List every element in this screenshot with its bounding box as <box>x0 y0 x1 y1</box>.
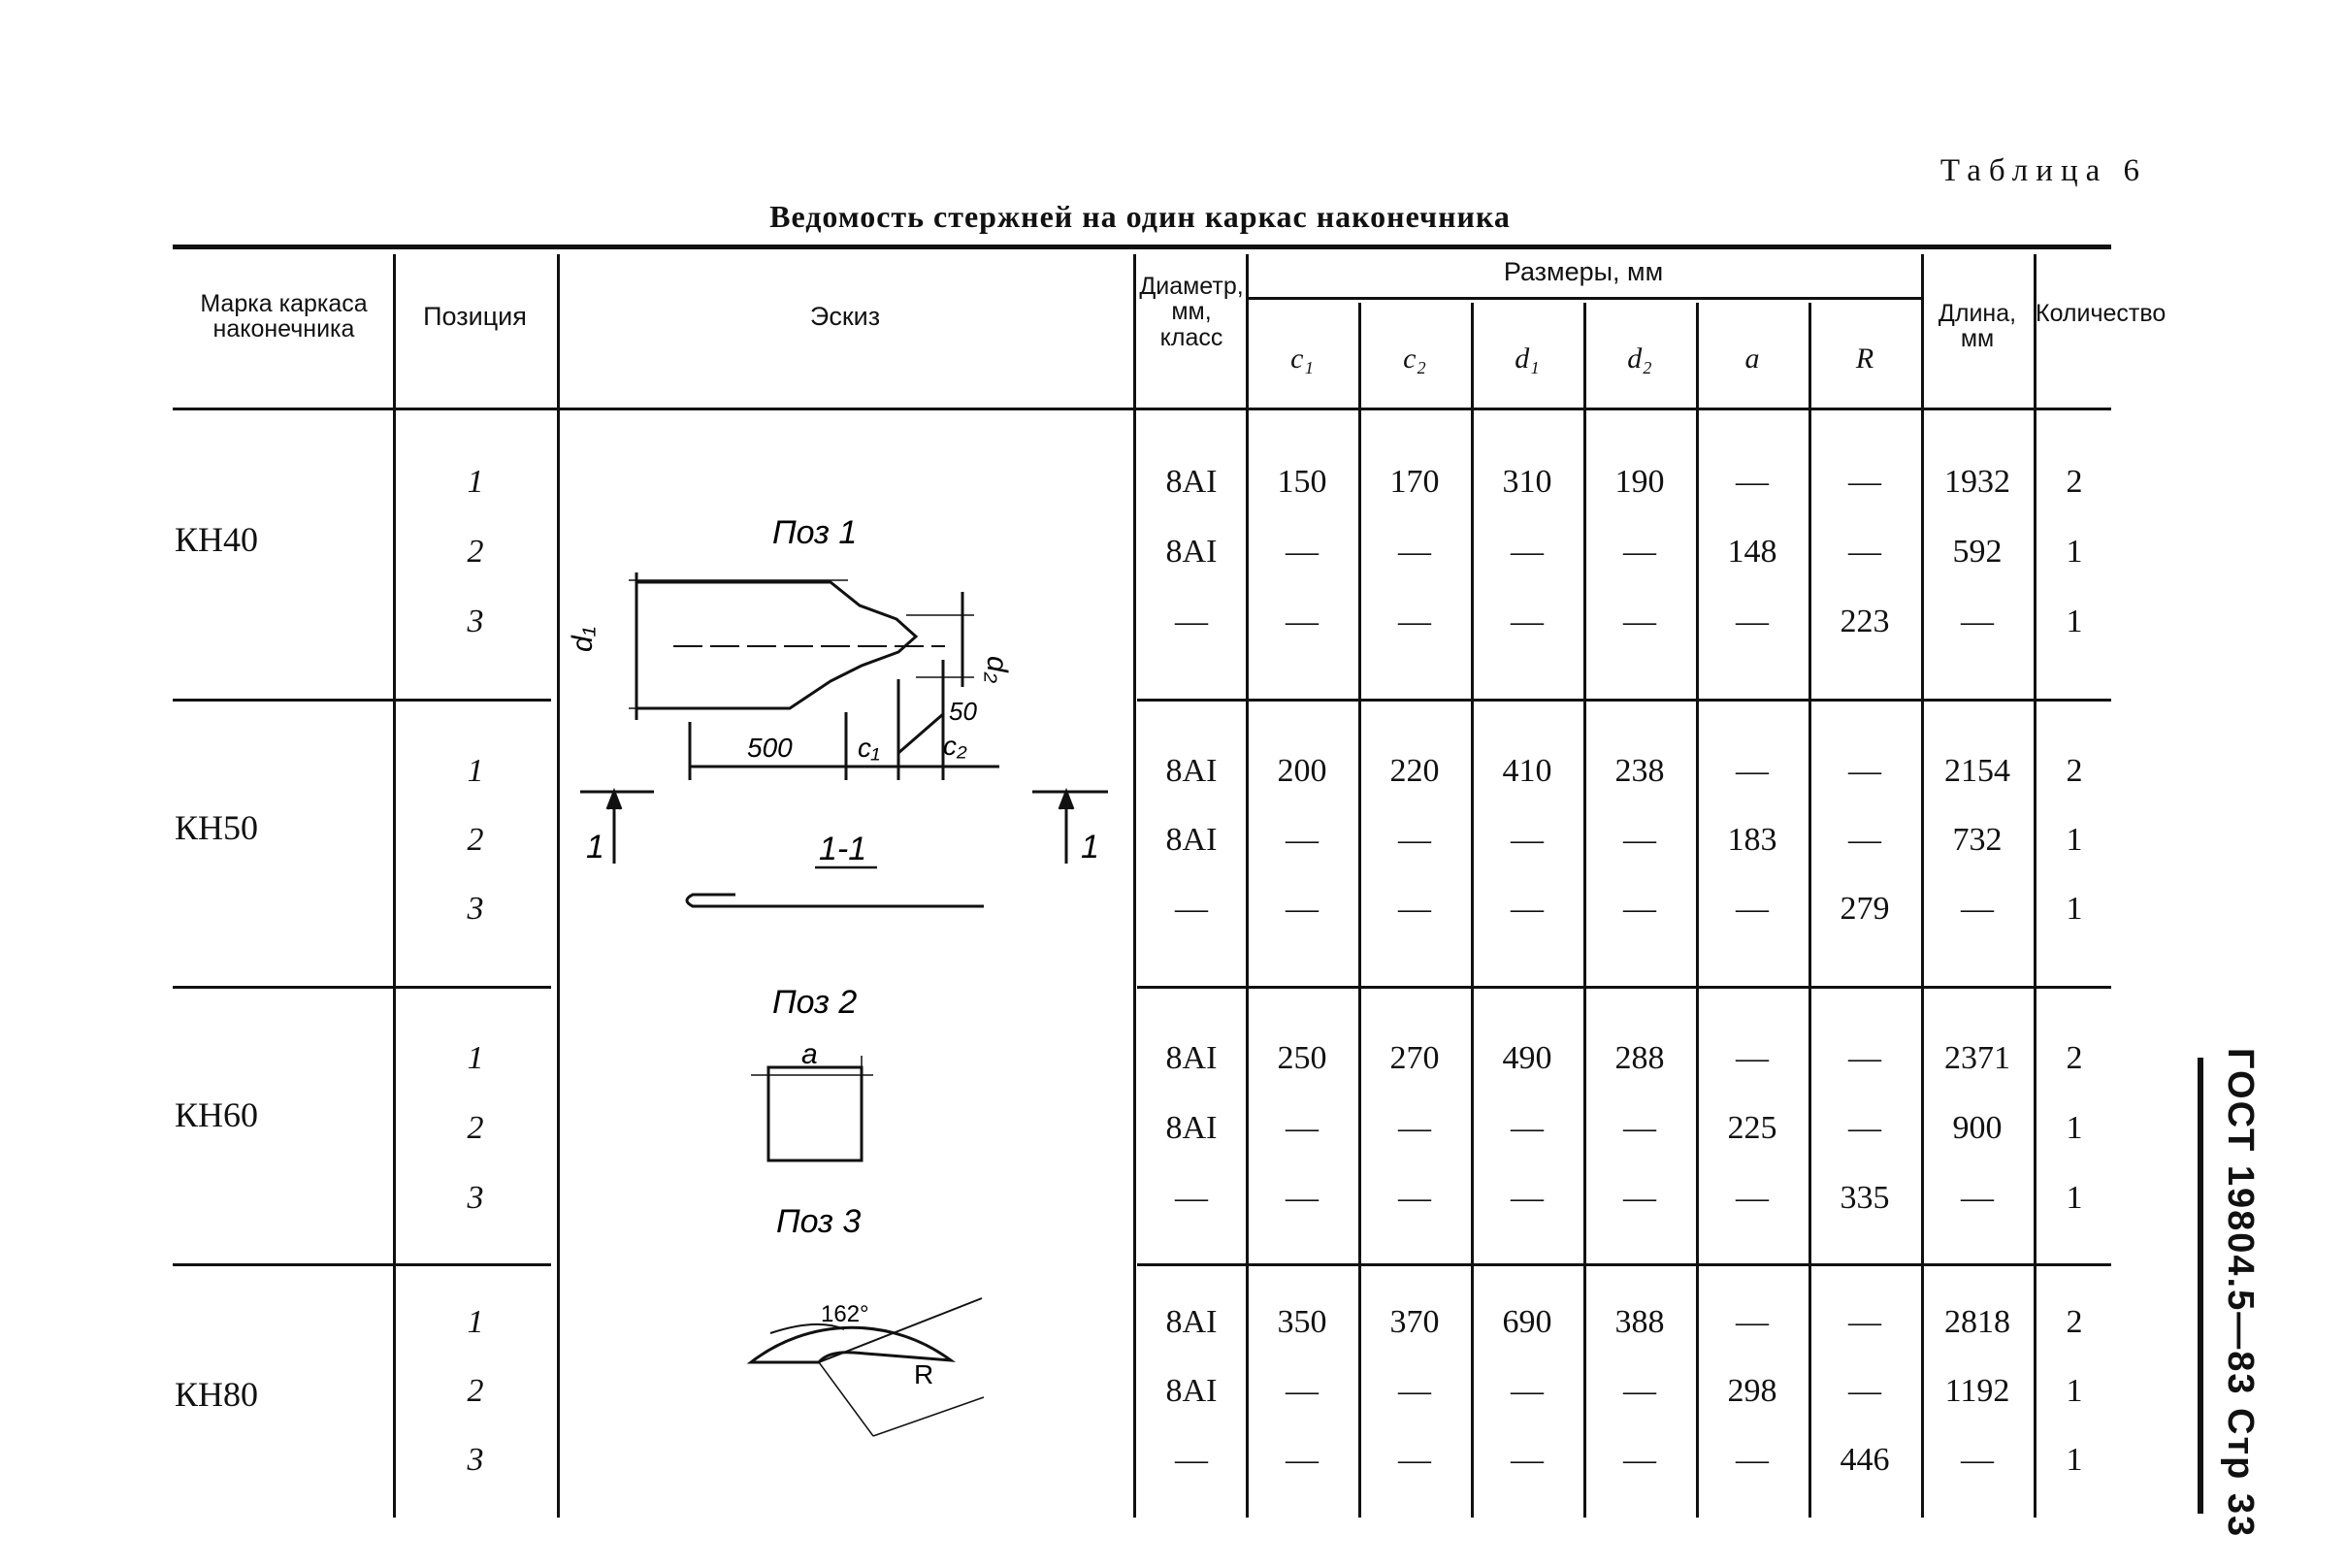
cell-diameter: — <box>1175 1180 1208 1216</box>
sketch-dim-a: a <box>801 1038 818 1070</box>
col-divider <box>393 254 396 1518</box>
col-divider <box>1696 303 1699 1518</box>
cell-length: — <box>1961 1180 1994 1216</box>
cell-position: 1 <box>467 464 484 500</box>
cell-c1: — <box>1286 822 1319 858</box>
cell-quantity: 2 <box>2066 1304 2083 1340</box>
cell-length: — <box>1961 604 1994 639</box>
cell-R: — <box>1848 1110 1881 1146</box>
header-c1: c₁ <box>1290 343 1314 375</box>
cell-c1: 350 <box>1277 1304 1327 1340</box>
sketch-angle: 162° <box>821 1301 869 1327</box>
header-d2: d₂ <box>1627 343 1652 375</box>
cell-c2: — <box>1398 891 1431 927</box>
table-top-rule <box>173 245 2111 249</box>
cell-length: 732 <box>1952 822 2003 858</box>
cell-a: — <box>1736 1442 1769 1478</box>
cell-d2: — <box>1623 822 1656 858</box>
col-divider <box>1921 254 1924 1518</box>
cell-a: — <box>1736 604 1769 639</box>
group-mark-kn80: КН80 <box>175 1375 259 1414</box>
cell-position: 3 <box>467 1442 484 1478</box>
group-separator <box>1137 1263 2111 1266</box>
poz2-square <box>768 1067 862 1160</box>
cell-diameter: 8АI <box>1165 1110 1218 1146</box>
cell-d2: — <box>1623 1373 1656 1409</box>
sketch-dim-500: 500 <box>747 733 793 763</box>
header-quantity: Количество <box>2036 300 2167 327</box>
cell-R: — <box>1848 534 1881 570</box>
cell-c2: 220 <box>1389 753 1440 789</box>
cell-c2: — <box>1398 822 1431 858</box>
cell-diameter: 8АI <box>1165 753 1218 789</box>
header-sketch: Эскиз <box>809 302 881 331</box>
col-divider <box>2034 254 2036 1518</box>
cell-diameter: 8АI <box>1165 534 1218 570</box>
col-divider <box>1471 303 1474 1518</box>
cell-length: 2371 <box>1944 1040 2010 1076</box>
cell-a: 148 <box>1727 534 1777 570</box>
header-c2: c₂ <box>1403 343 1426 375</box>
cell-quantity: 2 <box>2066 464 2083 500</box>
cell-a: — <box>1736 1180 1769 1216</box>
sketch-section-label: 1-1 <box>819 831 867 867</box>
cell-c1: — <box>1286 1442 1319 1478</box>
cell-length: 900 <box>1952 1110 2003 1146</box>
cell-length: 2154 <box>1944 753 2010 789</box>
side-rule <box>2198 1058 2203 1514</box>
sketch-dim-R: R <box>914 1359 934 1389</box>
cell-diameter: 8АI <box>1165 822 1218 858</box>
cell-d2: — <box>1623 604 1656 639</box>
cell-length: 1932 <box>1944 464 2010 500</box>
cell-quantity: 1 <box>2066 534 2083 570</box>
col-divider <box>1133 254 1136 1518</box>
group-separator <box>173 699 551 702</box>
cell-diameter: 8АI <box>1165 464 1218 500</box>
cell-position: 1 <box>467 1304 484 1340</box>
cell-c2: 370 <box>1389 1304 1440 1340</box>
cell-position: 1 <box>467 1040 484 1076</box>
cell-diameter: — <box>1175 604 1208 639</box>
header-sizes: Размеры, мм <box>1503 257 1664 286</box>
cell-c2: — <box>1398 1442 1431 1478</box>
cell-c1: — <box>1286 1180 1319 1216</box>
group-separator <box>1137 699 2111 702</box>
cell-d2: — <box>1623 891 1656 927</box>
group-separator <box>173 1263 551 1266</box>
cell-c2: — <box>1398 1373 1431 1409</box>
cell-R: — <box>1848 1373 1881 1409</box>
sketch-poz3-label: Поз 3 <box>776 1203 862 1240</box>
sketch-dim-50: 50 <box>949 697 977 726</box>
cell-a: — <box>1736 753 1769 789</box>
cell-d2: — <box>1623 1110 1656 1146</box>
cell-c2: — <box>1398 604 1431 639</box>
cell-quantity: 1 <box>2066 822 2083 858</box>
cell-position: 2 <box>467 1110 484 1146</box>
cell-d1: 410 <box>1502 753 1552 789</box>
header-R: R <box>1855 343 1874 375</box>
header-diameter: Диаметр, мм, класс <box>1139 273 1244 351</box>
cell-R: — <box>1848 753 1881 789</box>
cell-d2: 190 <box>1614 464 1665 500</box>
cell-c1: — <box>1286 1110 1319 1146</box>
cell-c1: — <box>1286 534 1319 570</box>
cell-a: — <box>1736 891 1769 927</box>
col-divider <box>1246 254 1249 1518</box>
col-divider <box>1358 303 1361 1518</box>
table-label: Таблица 6 <box>1939 153 2147 188</box>
cell-d1: — <box>1511 604 1544 639</box>
cell-R: 335 <box>1840 1180 1890 1216</box>
cell-d1: — <box>1511 1110 1544 1146</box>
cell-position: 1 <box>467 753 484 789</box>
cell-quantity: 1 <box>2066 891 2083 927</box>
side-note: ГОСТ 19804.5—83 Стр 33 <box>2220 1048 2261 1539</box>
cell-a: — <box>1736 1040 1769 1076</box>
cell-position: 3 <box>467 604 484 639</box>
cell-c1: 250 <box>1277 1040 1327 1076</box>
cell-R: — <box>1848 822 1881 858</box>
cell-R: 223 <box>1840 604 1890 639</box>
cell-diameter: — <box>1175 1442 1208 1478</box>
cell-d1: 310 <box>1502 464 1552 500</box>
group-mark-kn40: КН40 <box>175 520 259 559</box>
header-d1: d₁ <box>1515 343 1540 375</box>
cell-R: 279 <box>1840 891 1890 927</box>
cell-c2: 270 <box>1389 1040 1440 1076</box>
cell-c1: 200 <box>1277 753 1327 789</box>
cell-diameter: 8АI <box>1165 1373 1218 1409</box>
cell-quantity: 2 <box>2066 1040 2083 1076</box>
cell-position: 2 <box>467 534 484 570</box>
cell-d1: — <box>1511 822 1544 858</box>
cell-quantity: 1 <box>2066 1180 2083 1216</box>
cell-a: 298 <box>1727 1373 1777 1409</box>
cell-diameter: 8АI <box>1165 1040 1218 1076</box>
cell-quantity: 1 <box>2066 1373 2083 1409</box>
cell-d2: 238 <box>1614 753 1665 789</box>
poz3-sector <box>751 1327 951 1362</box>
cell-a: — <box>1736 1304 1769 1340</box>
cell-d1: — <box>1511 891 1544 927</box>
group-separator <box>173 986 551 989</box>
cell-length: 1192 <box>1944 1373 2010 1409</box>
cell-a: 183 <box>1727 822 1777 858</box>
cell-R: — <box>1848 464 1881 500</box>
group-mark-kn60: КН60 <box>175 1095 259 1134</box>
cell-R: 446 <box>1840 1442 1890 1478</box>
cell-d2: — <box>1623 1180 1656 1216</box>
cell-c1: — <box>1286 604 1319 639</box>
section-hook <box>687 895 984 906</box>
cell-d2: 388 <box>1614 1304 1665 1340</box>
col-divider <box>1808 303 1811 1518</box>
cell-length: — <box>1961 891 1994 927</box>
header-length: Длина, мм <box>1938 300 2017 353</box>
cell-d2: — <box>1623 534 1656 570</box>
cell-diameter: 8АI <box>1165 1304 1218 1340</box>
cell-quantity: 1 <box>2066 1442 2083 1478</box>
cell-d2: — <box>1623 1442 1656 1478</box>
cell-quantity: 1 <box>2066 604 2083 639</box>
cell-position: 2 <box>467 1373 484 1409</box>
cell-c2: — <box>1398 1110 1431 1146</box>
cell-position: 3 <box>467 891 484 927</box>
cell-c1: — <box>1286 891 1319 927</box>
cell-quantity: 1 <box>2066 1110 2083 1146</box>
cell-c1: 150 <box>1277 464 1327 500</box>
cell-length: 2818 <box>1944 1304 2010 1340</box>
cell-c2: 170 <box>1389 464 1440 500</box>
cell-length: 592 <box>1952 534 2003 570</box>
cell-length: — <box>1961 1442 1994 1478</box>
group-separator <box>1137 986 2111 989</box>
cell-a: — <box>1736 464 1769 500</box>
cell-position: 2 <box>467 822 484 858</box>
header-position: Позиция <box>423 302 527 331</box>
cell-d1: — <box>1511 1373 1544 1409</box>
cell-c1: — <box>1286 1373 1319 1409</box>
cell-d2: 288 <box>1614 1040 1665 1076</box>
cell-quantity: 2 <box>2066 753 2083 789</box>
sketch-dim-c2: c₂ <box>943 731 967 761</box>
cell-d1: 490 <box>1502 1040 1552 1076</box>
cell-c2: — <box>1398 534 1431 570</box>
cell-diameter: — <box>1175 891 1208 927</box>
cell-R: — <box>1848 1304 1881 1340</box>
cell-c2: — <box>1398 1180 1431 1216</box>
sketch-section-mark-left: 1 <box>586 829 604 866</box>
sketch-dim-d2: d₂ <box>981 656 1013 684</box>
table-title: Ведомость стержней на один каркас наконечника <box>769 199 1511 234</box>
group-mark-kn50: КН50 <box>175 808 259 847</box>
cell-d1: 690 <box>1502 1304 1552 1340</box>
sizes-header-rule <box>1246 297 1921 300</box>
sketch-dim-c1: c₁ <box>858 733 880 763</box>
cell-a: 225 <box>1727 1110 1777 1146</box>
rebar-sketch <box>557 411 1133 1518</box>
header-mark: Марка каркаса наконечника <box>200 290 368 343</box>
sketch-section-mark-right: 1 <box>1081 829 1099 866</box>
header-a: a <box>1744 343 1760 375</box>
cell-d1: — <box>1511 534 1544 570</box>
table-header-rule <box>173 408 2111 410</box>
sketch-poz1-label: Поз 1 <box>772 514 858 551</box>
sketch-poz2-label: Поз 2 <box>772 984 858 1021</box>
cell-R: — <box>1848 1040 1881 1076</box>
cell-position: 3 <box>467 1180 484 1216</box>
sketch-dim-d1: d₁ <box>567 626 599 652</box>
cell-d1: — <box>1511 1442 1544 1478</box>
col-divider <box>1583 303 1586 1518</box>
cell-d1: — <box>1511 1180 1544 1216</box>
